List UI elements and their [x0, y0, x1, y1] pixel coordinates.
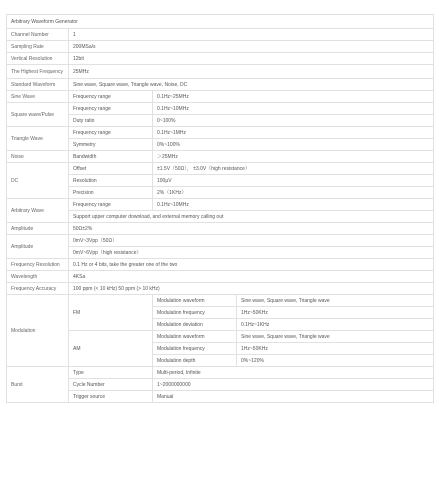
table-row	[7, 127, 434, 139]
row-label: Triangle Wave	[7, 127, 69, 151]
param-value: Sine wave, Square wave, Triangle wave	[237, 295, 434, 307]
param-value: 0.1Hz~1MHz	[153, 127, 434, 139]
row-label: Amplitude	[7, 235, 69, 259]
table-row	[7, 79, 434, 91]
param-label: Duty ratio	[69, 115, 153, 127]
param-value: 0.1Hz~25MHz	[153, 91, 434, 103]
spec-table	[6, 14, 434, 403]
param-label: Modulation waveform	[153, 295, 237, 307]
param-value: 0.1Hz~1KHz	[237, 319, 434, 331]
table-row	[7, 175, 434, 187]
table-row	[7, 331, 434, 343]
row-label: Noise	[7, 151, 69, 163]
table-row	[7, 367, 434, 379]
row-value: 200MSa/s	[69, 41, 434, 53]
param-label: Frequency range	[69, 199, 153, 211]
row-label: Modulation	[7, 295, 69, 367]
param-label: Offset	[69, 163, 153, 175]
param-value: 0%~120%	[237, 355, 434, 367]
param-label: Resolution	[69, 175, 153, 187]
table-row	[7, 29, 434, 41]
param-value: Multi-period, Infinite	[153, 367, 434, 379]
param-label: Type	[69, 367, 153, 379]
param-label: Cycle Number	[69, 379, 153, 391]
param-value: Manual	[153, 391, 434, 403]
param-label: Modulation frequency	[153, 343, 237, 355]
row-label: Amplitude	[7, 223, 69, 235]
table-row	[7, 199, 434, 211]
table-row	[7, 295, 434, 307]
row-label: Frequency Accuracy	[7, 283, 69, 295]
table-row	[7, 247, 434, 259]
table-title: Arbitrary Waveform Generator	[7, 15, 434, 29]
row-label: Sine Wave	[7, 91, 69, 103]
param-value: ±1.5V（50Ω）， ±3.0V（high resistance）	[153, 163, 434, 175]
sub-label: AM	[69, 331, 153, 367]
table-row	[7, 223, 434, 235]
row-value: 4KSa	[69, 271, 434, 283]
table-row	[7, 259, 434, 271]
param-label: Symmetry	[69, 139, 153, 151]
param-value: 0.1Hz~10MHz	[153, 199, 434, 211]
row-label: Sampling Rate	[7, 41, 69, 53]
table-row	[7, 187, 434, 199]
param-value: 2%（1KHz）	[153, 187, 434, 199]
param-label: Frequency range	[69, 103, 153, 115]
param-value: 100μV	[153, 175, 434, 187]
title-row	[7, 15, 434, 29]
row-label: Standard Waveform	[7, 79, 69, 91]
param-label: Bandwidth	[69, 151, 153, 163]
param-value: 0.1Hz~10MHz	[153, 103, 434, 115]
param-value: 1Hz~50KHz	[237, 343, 434, 355]
row-label: The Highest Frequency	[7, 65, 69, 79]
param-label: Modulation depth	[153, 355, 237, 367]
table-row	[7, 235, 434, 247]
param-value: ＞25MHz	[153, 151, 434, 163]
row-label: DC	[7, 163, 69, 199]
table-row	[7, 41, 434, 53]
row-value: 50Ω±2%	[69, 223, 434, 235]
table-row	[7, 379, 434, 391]
param-label: Frequency range	[69, 91, 153, 103]
row-label: Frequency Resolution	[7, 259, 69, 271]
table-row	[7, 53, 434, 65]
row-label: Arbitrary Wave	[7, 199, 69, 223]
param-value: Sine wave, Square wave, Triangle wave	[237, 331, 434, 343]
param-label: Modulation deviation	[153, 319, 237, 331]
param-label: Trigger source	[69, 391, 153, 403]
table-row	[7, 139, 434, 151]
param-value: 0%~100%	[153, 139, 434, 151]
row-label: Burst	[7, 367, 69, 403]
param-label: Modulation waveform	[153, 331, 237, 343]
row-value: 0mV~3Vpp（50Ω）	[69, 235, 434, 247]
table-row	[7, 211, 434, 223]
param-label: Frequency range	[69, 127, 153, 139]
param-value: 1Hz~50KHz	[237, 307, 434, 319]
row-label: Vertical Resolution	[7, 53, 69, 65]
row-value: 1	[69, 29, 434, 41]
param-value: 1~2000000000	[153, 379, 434, 391]
sub-label: FM	[69, 295, 153, 331]
table-row	[7, 283, 434, 295]
table-row	[7, 115, 434, 127]
table-row	[7, 151, 434, 163]
table-row	[7, 271, 434, 283]
row-label: Channel Number	[7, 29, 69, 41]
param-value: 0~100%	[153, 115, 434, 127]
row-label: Wavelength	[7, 271, 69, 283]
table-row	[7, 163, 434, 175]
row-value: Sine wave, Square wave, Triangle wave, Noise, DC	[69, 79, 434, 91]
table-row	[7, 65, 434, 79]
row-value: 0mV~6Vpp（high resistance）	[69, 247, 434, 259]
row-value: 100 ppm (< 10 kHz) 50 ppm (> 10 kHz)	[69, 283, 434, 295]
row-value: 0.1 Hz or 4 bits, take the greater one of the two	[69, 259, 434, 271]
param-label: Modulation frequency	[153, 307, 237, 319]
table-row	[7, 391, 434, 403]
row-label: Square wave/Pulse	[7, 103, 69, 127]
row-value: 25MHz	[69, 65, 434, 79]
row-note: Support upper computer download, and external memory calling out	[69, 211, 434, 223]
table-row	[7, 103, 434, 115]
row-value: 12bit	[69, 53, 434, 65]
table-row	[7, 91, 434, 103]
param-label: Precision	[69, 187, 153, 199]
